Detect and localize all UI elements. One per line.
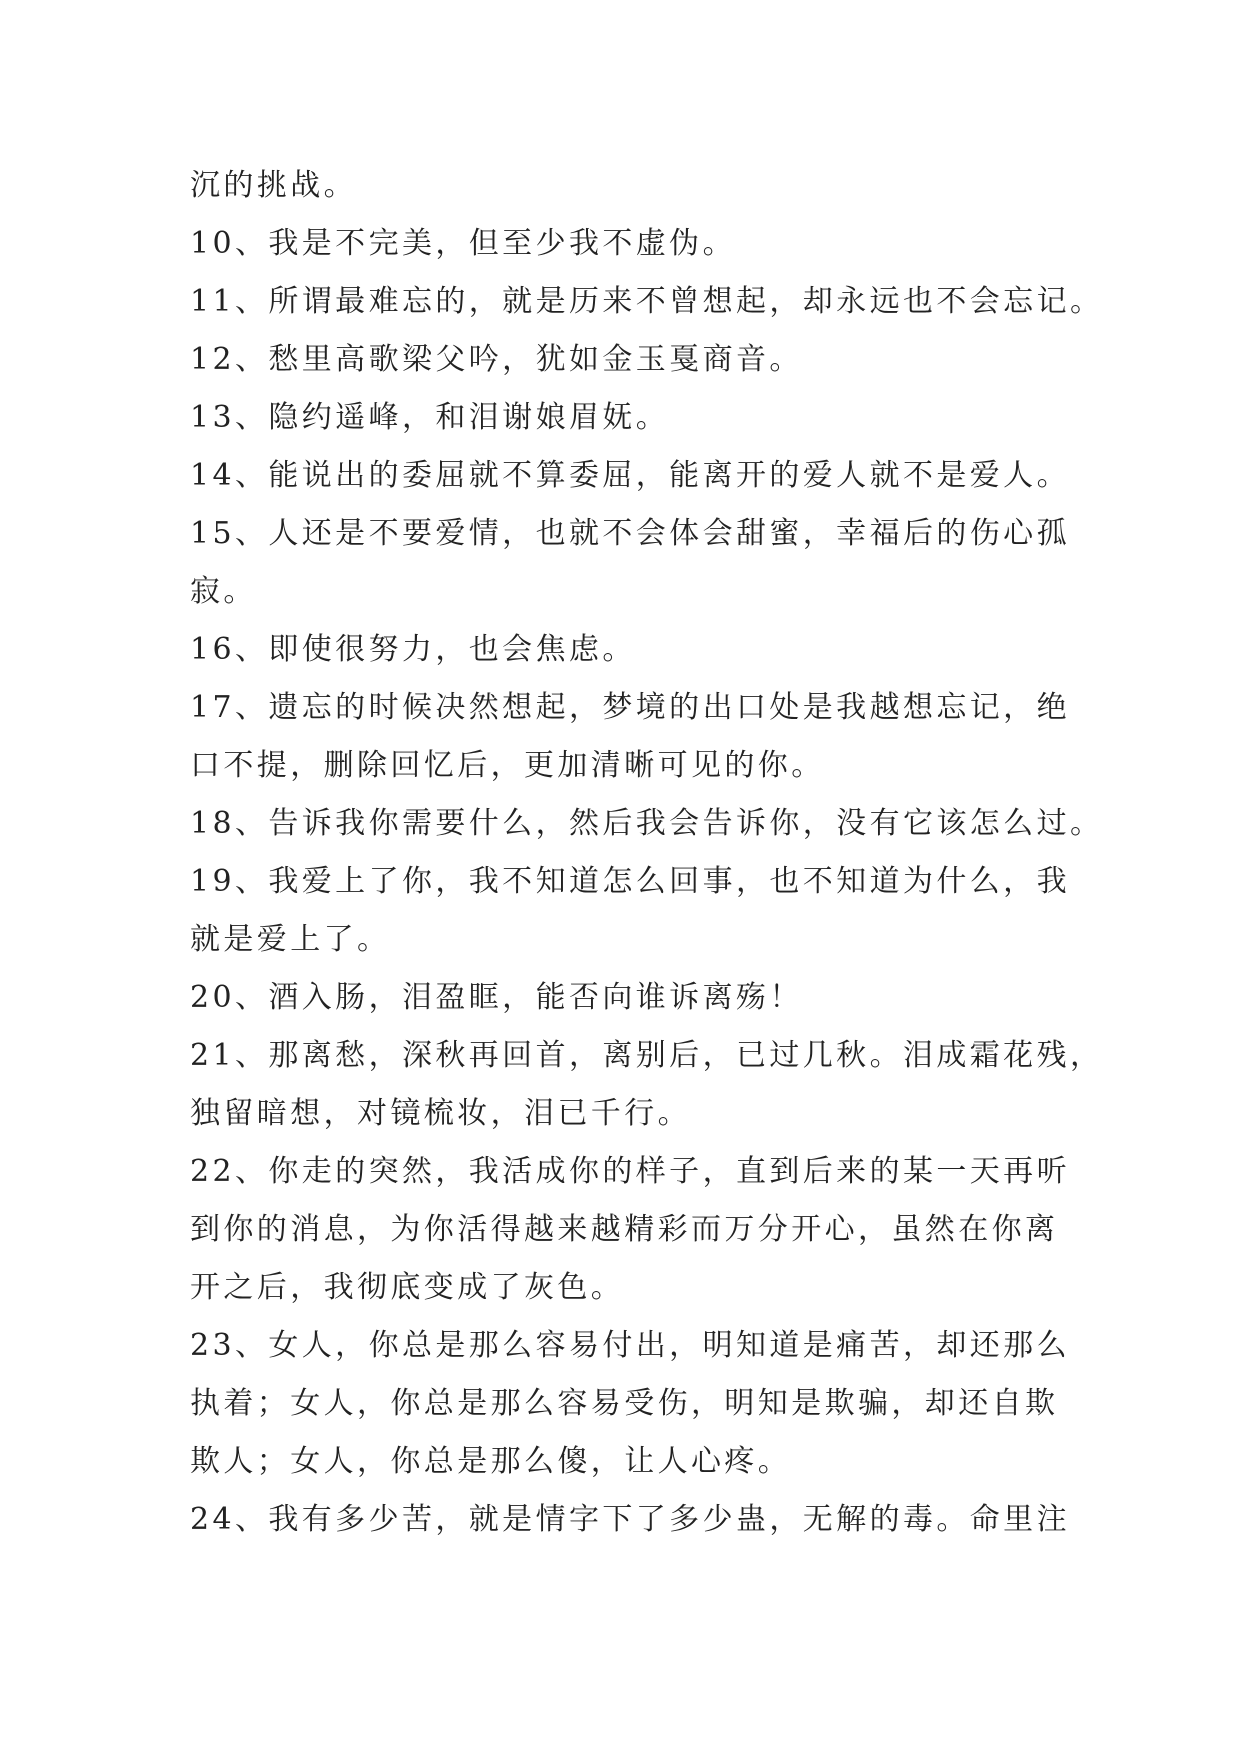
text-line: 沉的挑战。 bbox=[190, 168, 357, 203]
text-line: 19、我爱上了你，我不知道怎么回事，也不知道为什么，我 bbox=[190, 864, 1070, 899]
text-line: 14、能说出的委屈就不算委屈，能离开的爱人就不是爱人。 bbox=[190, 458, 1070, 493]
text-line: 12、愁里高歌梁父吟，犹如金玉戛商音。 bbox=[190, 342, 803, 377]
text-line: 就是爱上了。 bbox=[190, 922, 391, 957]
text-line: 15、人还是不要爱情，也就不会体会甜蜜，幸福后的伤心孤 bbox=[190, 516, 1070, 551]
text-line: 13、隐约遥峰，和泪谢娘眉妩。 bbox=[190, 400, 670, 435]
text-line: 10、我是不完美，但至少我不虚伪。 bbox=[190, 226, 736, 261]
text-line: 11、所谓最难忘的，就是历来不曾想起，却永远也不会忘记。 bbox=[190, 284, 1104, 319]
text-line: 18、告诉我你需要什么，然后我会告诉你，没有它该怎么过。 bbox=[190, 806, 1104, 841]
text-line: 16、即使很努力，也会焦虑。 bbox=[190, 632, 636, 667]
text-line: 20、酒入肠，泪盈眶，能否向谁诉离殇！ bbox=[190, 980, 803, 1015]
text-line: 24、我有多少苦，就是情字下了多少蛊，无解的毒。命里注 bbox=[190, 1502, 1070, 1537]
text-line: 21、那离愁，深秋再回首，离别后，已过几秋。泪成霜花残， bbox=[190, 1038, 1104, 1073]
text-line: 23、女人，你总是那么容易付出，明知道是痛苦，却还那么 bbox=[190, 1328, 1070, 1363]
text-line: 执着；女人，你总是那么容易受伤，明知是欺骗，却还自欺 bbox=[190, 1386, 1059, 1421]
text-line: 到你的消息，为你活得越来越精彩而万分开心，虽然在你离 bbox=[190, 1212, 1059, 1247]
text-line: 独留暗想，对镜梳妆，泪已千行。 bbox=[190, 1096, 691, 1131]
text-line: 欺人；女人，你总是那么傻，让人心疼。 bbox=[190, 1444, 792, 1479]
text-line: 开之后，我彻底变成了灰色。 bbox=[190, 1270, 625, 1305]
text-line: 口不提，删除回忆后，更加清晰可见的你。 bbox=[190, 748, 825, 783]
text-line: 寂。 bbox=[190, 574, 257, 609]
text-line: 22、你走的突然，我活成你的样子，直到后来的某一天再听 bbox=[190, 1154, 1070, 1189]
document-body bbox=[190, 157, 1104, 1549]
text-line: 17、遗忘的时候决然想起，梦境的出口处是我越想忘记，绝 bbox=[190, 690, 1070, 725]
